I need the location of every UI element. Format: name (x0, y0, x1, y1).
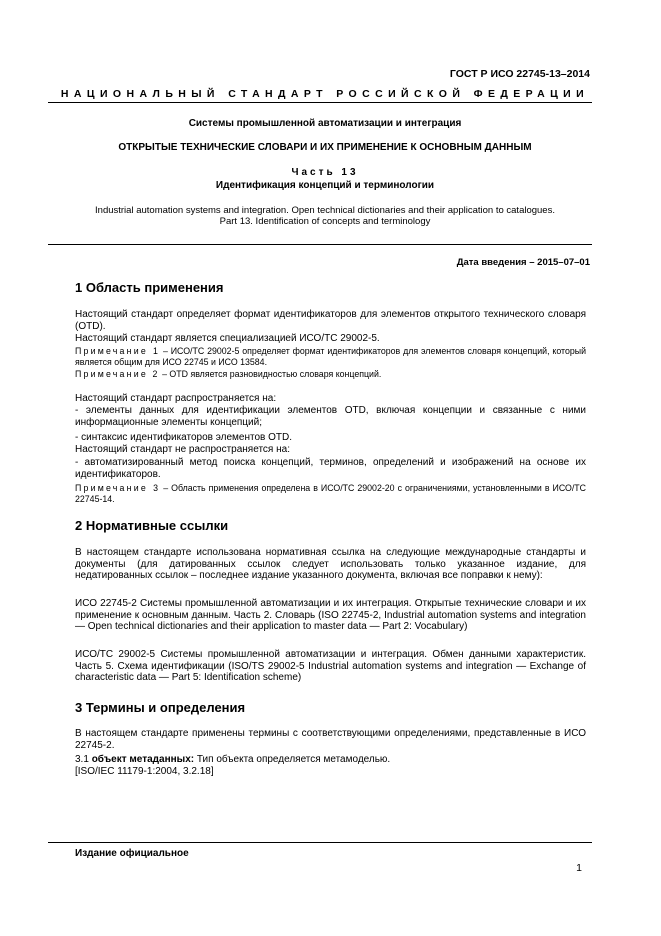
series-title: Системы промышленной автоматизации и интеграция (188, 118, 462, 129)
title-rule (48, 244, 592, 245)
section-2-heading: 2 Нормативные ссылки (75, 518, 229, 533)
term-definition: Тип объекта определяется метамоделью. (194, 754, 391, 765)
note-3-text: – Область применения определена в ИСО/TC 29002-20 с ограничениями, установленными в ИСО/TC 22745-14. (75, 483, 586, 504)
english-title-line-2: Part 13. Identification of concepts and terminology (219, 216, 431, 227)
edition-label: Издание официальное (75, 848, 189, 859)
section-1-paragraph-7: - автоматизированный метод поиска концепций, терминов, определений и изображений на основе их идентификаторов. (75, 457, 586, 480)
section-1-paragraph-4: - элементы данных для идентификации элементов OTD, включая концепции и связанные с ними информационные элементы концепций; (75, 405, 586, 428)
section-3-heading: 3 Термины и определения (75, 700, 246, 715)
section-1-paragraph-3: Настоящий стандарт распространяется на: (75, 393, 277, 404)
standard-id: ГОСТ Р ИСО 22745-13–2014 (449, 68, 590, 80)
header-rule (48, 102, 592, 103)
term-3-1 (75, 754, 586, 766)
section-2-paragraph-2: ИСО 22745-2 Системы промышленной автоматизации и их интеграция. Открытые технические словари и их применение к основным данным. Часть 2. Словарь (ISO 22745-2, Industrial automation systems and integration — Open technical dictionaries and their application to master data — Part 2: Vocabulary) (75, 598, 586, 632)
note-2-text: – OTD является разновидностью словаря концепций. (159, 369, 382, 379)
section-1-paragraph-2: Настоящий стандарт является специализацией ИСО/TC 29002-5. (75, 333, 380, 344)
footer-rule (48, 842, 592, 843)
section-2-paragraph-3: ИСО/TC 29002-5 Системы промышленной автоматизации и интеграция. Обмен данными характеристик. Часть 5. Схема идентификации (ISO/TS 29002-5 Industrial automation systems and integration — Exchange of characteristic data — Part 5: Identification scheme) (75, 649, 586, 683)
term-number: 3.1 (75, 754, 92, 765)
section-1-paragraph-1: Настоящий стандарт определяет формат идентификаторов для элементов открытого технического словаря (OTD). (75, 309, 586, 332)
section-3-paragraph-1: В настоящем стандарте применены термины с соответствующими определениями, представленные в ИСО 22745-2. (75, 728, 586, 751)
introduction-date: Дата введения – 2015–07–01 (456, 257, 590, 268)
main-title: ОТКРЫТЫЕ ТЕХНИЧЕСКИЕ СЛОВАРИ И ИХ ПРИМЕНЕНИЕ К ОСНОВНЫМ ДАННЫМ (118, 142, 532, 153)
note-3 (75, 483, 586, 504)
part-subtitle: Идентификация концепций и терминологии (215, 180, 435, 191)
term-name: объект метаданных: (91, 754, 195, 765)
section-1-heading: 1 Область применения (75, 280, 224, 295)
note-2 (75, 369, 586, 380)
note-2-label: Примечание 2 (75, 369, 160, 379)
section-1-paragraph-5: - синтаксис идентификаторов элементов OTD. (75, 432, 293, 443)
english-title (60, 205, 590, 227)
note-1 (75, 346, 586, 367)
part-label: Часть 13 (291, 167, 359, 178)
section-2-paragraph-1: В настоящем стандарте использована нормативная ссылка на следующие международные стандарты и документы (для датированных ссылок следует использовать только указанное издание, для недатированных ссылок – последнее издание указанного документа, включая все поправки к нему): (75, 547, 586, 581)
english-title-line-1: Industrial automation systems and integration. Open technical dictionaries and their application to catalogues. (95, 205, 555, 216)
section-1-paragraph-6: Настоящий стандарт не распространяется на: (75, 444, 290, 455)
note-3-label: Примечание 3 (75, 483, 161, 493)
note-1-text: – ИСО/TC 29002-5 определяет формат идентификаторов для элементов словаря концепций, который является общим для ИСО 22745 и ИСО 13584. (75, 346, 587, 367)
national-standard-banner: НАЦИОНАЛЬНЫЙ СТАНДАРТ РОССИЙСКОЙ ФЕДЕРАЦИИ (60, 88, 590, 100)
page-number: 1 (576, 862, 582, 874)
term-source: [ISO/IEC 11179-1:2004, 3.2.18] (75, 766, 214, 777)
note-1-label: Примечание 1 (75, 346, 161, 356)
